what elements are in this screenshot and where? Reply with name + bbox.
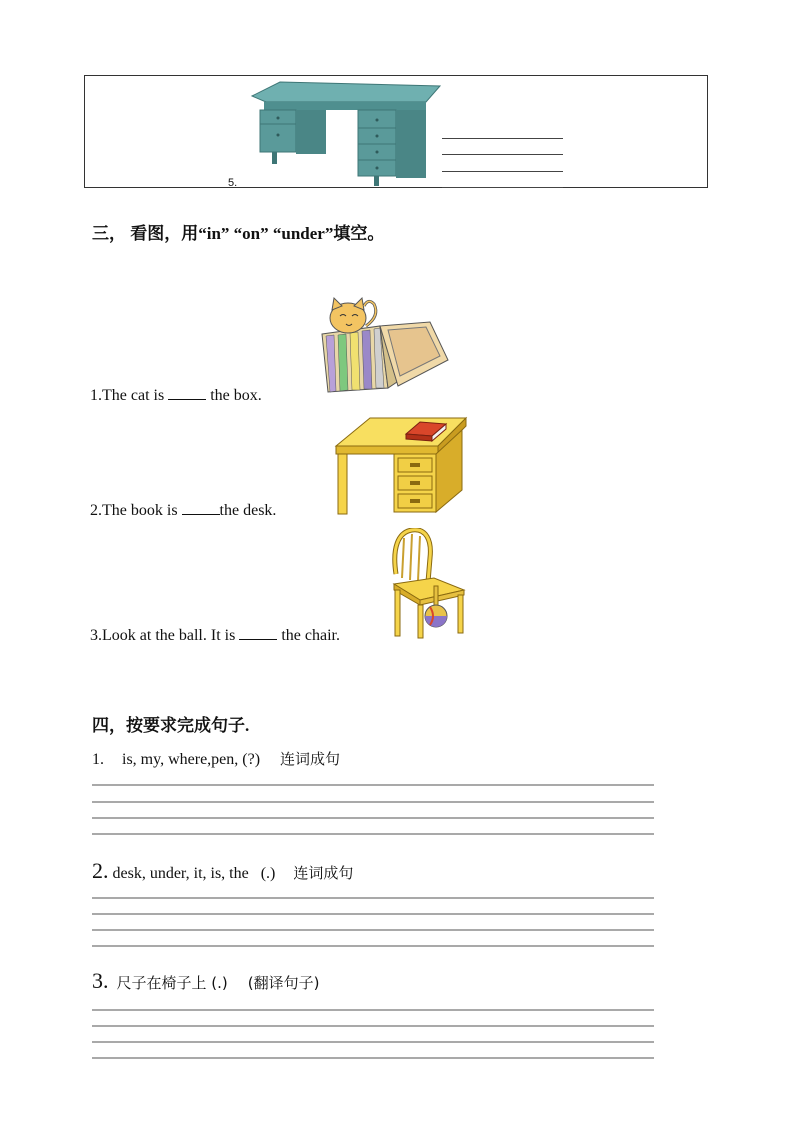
sentence-task-2 [92, 858, 353, 884]
desk-with-book-image [334, 416, 468, 516]
blank-input[interactable] [182, 500, 220, 515]
writing-line[interactable] [92, 1009, 654, 1011]
sentence-part: the desk. [219, 502, 277, 519]
writing-line[interactable] [92, 945, 654, 947]
writing-line[interactable] [92, 1057, 654, 1059]
sentence-part: 2.The book is [90, 502, 182, 519]
section-3-heading: 三， 看图，用“in” “on” “under”填空。 [92, 224, 385, 243]
task-number: 1. [92, 751, 104, 768]
section-4-heading: 四，按要求完成句子. [92, 716, 250, 735]
blank-input[interactable] [239, 625, 277, 640]
writing-line[interactable] [92, 1025, 654, 1027]
answer-line[interactable] [442, 154, 563, 155]
sentence-part: 3.Look at the ball. It is [90, 627, 240, 644]
task-instruction: (翻译句子) [247, 974, 320, 992]
writing-line[interactable] [92, 897, 654, 899]
fill-blank-sentence-1 [90, 385, 262, 405]
sentence-part: the chair. [277, 627, 340, 644]
teal-desk-image [250, 80, 442, 188]
writing-line[interactable] [92, 913, 654, 915]
answer-line[interactable] [442, 187, 563, 188]
sentence-task-1 [92, 748, 340, 769]
writing-line[interactable] [92, 1041, 654, 1043]
writing-line[interactable] [92, 817, 654, 819]
task-number: 2. [92, 858, 109, 883]
sentence-part: the box. [206, 387, 262, 404]
sentence-part: 1.The cat is [90, 387, 169, 404]
cat-in-box-image [318, 296, 450, 394]
fill-blank-sentence-3 [90, 625, 340, 645]
task-instruction: 连词成句 [293, 864, 354, 882]
answer-line[interactable] [442, 138, 563, 139]
task-words: desk, under, it, is, the (.) [112, 865, 276, 882]
blank-input[interactable] [168, 385, 206, 400]
writing-line[interactable] [92, 784, 654, 786]
writing-line[interactable] [92, 801, 654, 803]
writing-line[interactable] [92, 929, 654, 931]
task-instruction: 连词成句 [280, 750, 341, 768]
task-words: is, my, where,pen, (?) [122, 751, 261, 768]
chair-with-ball-image [388, 528, 468, 640]
writing-line[interactable] [92, 833, 654, 835]
sentence-task-3 [92, 968, 319, 994]
task-words: 尺子在椅子上 (.) [116, 974, 228, 992]
answer-line[interactable] [442, 171, 563, 172]
task-number: 3. [92, 968, 109, 993]
question-number: 5. [228, 177, 238, 189]
fill-blank-sentence-2 [90, 500, 276, 520]
